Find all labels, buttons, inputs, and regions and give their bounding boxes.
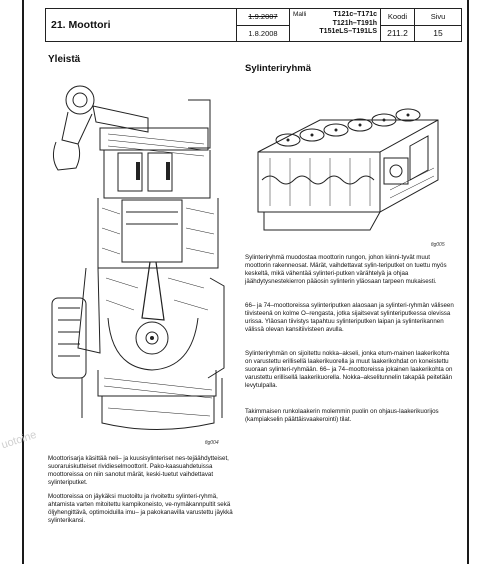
- left-page-border: [22, 0, 24, 564]
- date-column: [237, 9, 290, 41]
- right-page-border: [467, 0, 469, 564]
- sivu-value: 15: [433, 28, 443, 39]
- left-paragraph-1: Moottorisarja käsittää neli– ja kuusisylinteriset nes-tejäähdytteiset, suoraruiskutteiset rividieselmoottorit. Pako-kaasuahdetuissa moottoreissa on niin sanotut märät, keski-tuetut vaihdettavat sylinteriputket.: [48, 455, 229, 486]
- heading-sylinteriryhma: Sylinteriryhmä: [245, 63, 311, 74]
- model-list: [316, 9, 380, 41]
- fig-label-block: fig005: [431, 242, 445, 248]
- page-header: [45, 8, 462, 42]
- model-column: [290, 9, 381, 41]
- fig-label-engine: fig004: [205, 440, 219, 446]
- model-line-2: T121h–T191h: [332, 19, 377, 27]
- koodi-column: [381, 9, 415, 41]
- section-title: 21. Moottori: [46, 9, 237, 41]
- sivu-column: [415, 9, 461, 41]
- date-new: 1.8.2008: [248, 28, 278, 38]
- koodi-value: 211.2: [387, 28, 408, 39]
- engine-cross-section-illustration: [38, 78, 233, 440]
- sivu-label: Sivu: [415, 9, 461, 26]
- koodi-label: Koodi: [381, 9, 414, 26]
- watermark: uotoine: [0, 428, 39, 452]
- left-paragraph-2: Moottoreissa on jäykäksi muotoiltu ja rivoitettu sylinteri-ryhmä, ahtamista varten mitoitettu kampikoneisto, ve-nymäkannpultit sekä öljyhengittävä, optimoiduilla imu– ja pakokanavilla varustettu jäykkä sylinterikansi.: [48, 493, 233, 524]
- right-paragraph-3: Sylinteriryhmän on sijoitettu nokka–akseli, jonka etum-mainen laakerikohta on varustettu erillisellä laakerikuorella ja muut laakerikohdat on koneistettu suoraan sylinteri-ryhmään. 66– ja 74–moottoreissa jokainen laakerikohta on varustettu erillisellä laakerikuorella. Nokka–akselitunnelin takapää peitetään levytulpalla.: [245, 350, 453, 389]
- right-paragraph-1: Sylinteriryhmä muodostaa moottorin rungon, johon kiinni-tyvät muut moottorin rakenneosat. Märät, vaihdettavat sylin-teriputket on tuettu myös keskeltä, mikä vähentää sylinteri-putken värähtelyä ja ohjaa jäähdytysnestekierron pääosin sylinterin yläosaan tarpeen mukaisesti.: [245, 254, 447, 285]
- cylinder-block-illustration: [250, 80, 445, 245]
- right-paragraph-2: 66– ja 74–moottoreissa sylinteriputken alaosaan ja sylinteri-ryhmän väliseen tiivisteenä on kolme O–rengasta, jotka sijaitsevat sylinteriputkessa olevissa urissa. Yläosan tiivistys tapahtuu sylinteriputken laipan ja sylinterikannen välissä olevan kansitiivisteen avulla.: [245, 302, 454, 333]
- heading-yleista: Yleistä: [48, 54, 81, 65]
- malli-label: Malli: [293, 11, 307, 18]
- model-line-3: T151eLS–T191LS: [319, 28, 377, 35]
- model-line-1: T121c–T171c: [333, 11, 377, 18]
- right-paragraph-4: Takimmaisen runkolaakerin molemmin puolin on ohjaus-laakerikuorijos (kampiakselin päättäisvaakerointi) tilat.: [245, 408, 439, 423]
- date-old: 1.9.2007: [237, 9, 289, 26]
